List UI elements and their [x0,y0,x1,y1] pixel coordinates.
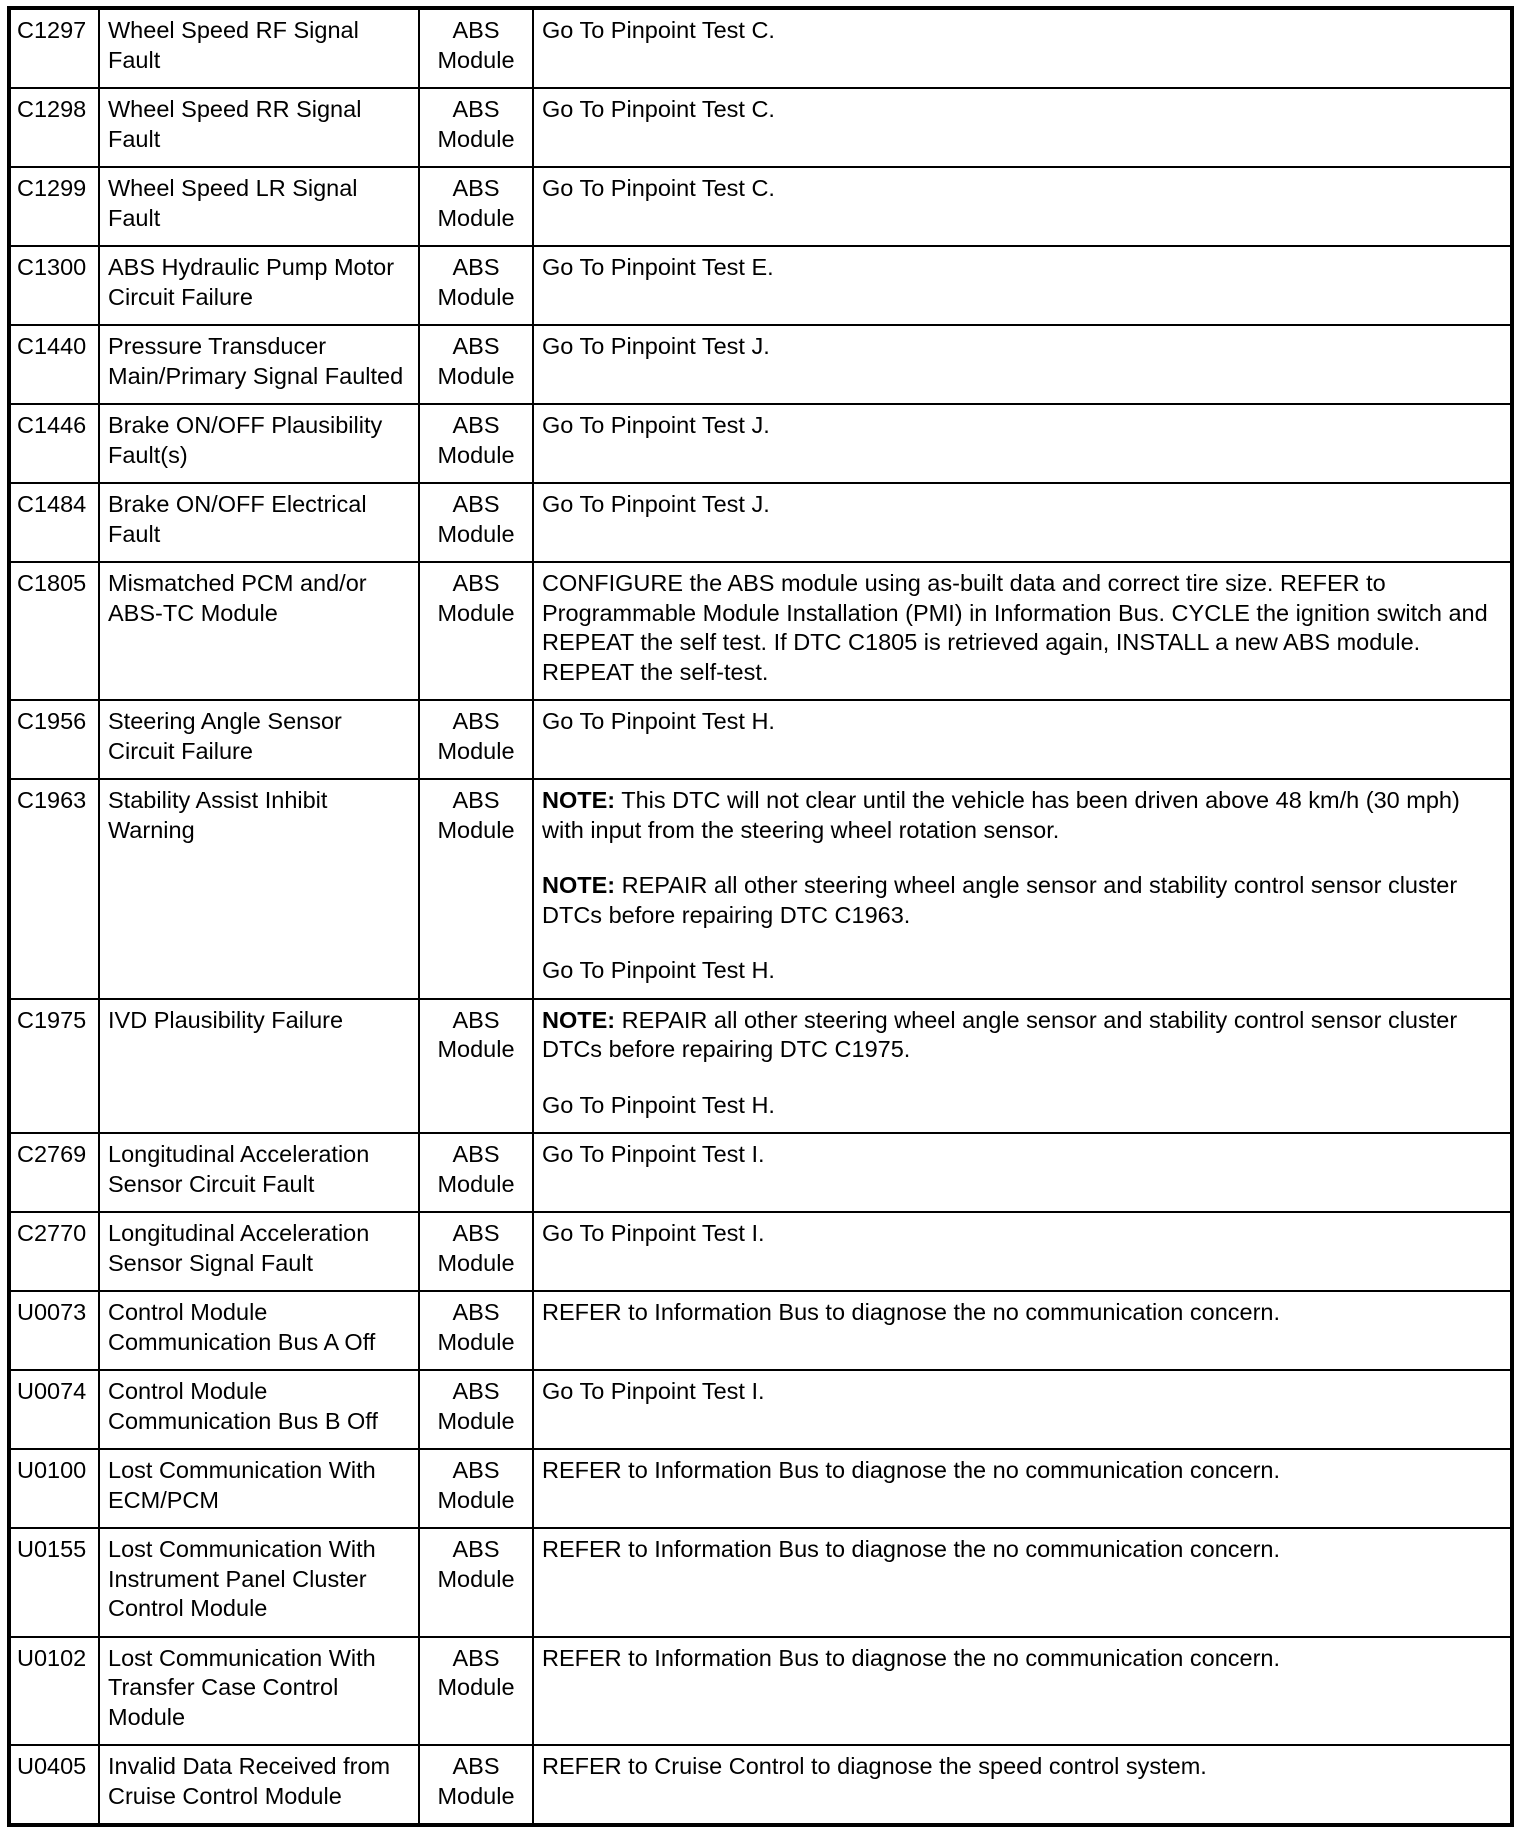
action-paragraph [542,1377,1502,1407]
action-cell [533,8,1512,88]
dtc-code-cell: C1805 [9,562,99,700]
dtc-code-cell: U0155 [9,1528,99,1637]
table-row [9,700,1512,779]
module-cell: ABS Module [419,1370,533,1449]
description-cell: Lost Communication With ECM/PCM [99,1449,419,1528]
action-paragraph [542,490,1502,520]
dtc-table-body [9,8,1512,1825]
module-cell: ABS Module [419,88,533,167]
description-cell: Steering Angle Sensor Circuit Failure [99,700,419,779]
description-cell: Control Module Communication Bus A Off [99,1291,419,1370]
description-cell: Mismatched PCM and/or ABS-TC Module [99,562,419,700]
action-cell [533,1212,1512,1291]
dtc-code-cell: C1484 [9,483,99,562]
dtc-code-cell: U0100 [9,1449,99,1528]
action-text: Go To Pinpoint Test I. [542,1378,765,1404]
action-paragraph [542,174,1502,204]
action-text: REFER to Cruise Control to diagnose the speed control system. [542,1753,1207,1779]
action-text: REPAIR all other steering wheel angle sensor and stability control sensor cluster DTCs before repairing DTC C1975. [542,1006,1458,1062]
action-cell [533,562,1512,700]
action-paragraph [542,569,1502,687]
module-cell: ABS Module [419,1291,533,1370]
action-cell [533,404,1512,483]
action-text: Go To Pinpoint Test E. [542,254,774,280]
table-row [9,1133,1512,1212]
table-row [9,483,1512,562]
action-cell [533,88,1512,167]
dtc-code-cell: C1963 [9,779,99,999]
action-paragraph [542,411,1502,441]
description-cell: Wheel Speed RR Signal Fault [99,88,419,167]
action-paragraph [542,1140,1502,1170]
action-cell [533,1449,1512,1528]
table-row [9,167,1512,246]
module-cell: ABS Module [419,1133,533,1212]
description-cell: Lost Communication With Transfer Case Control Module [99,1637,419,1746]
table-row [9,999,1512,1134]
description-cell: Pressure Transducer Main/Primary Signal Faulted [99,325,419,404]
action-paragraph [542,707,1502,737]
module-cell: ABS Module [419,1212,533,1291]
action-cell [533,1370,1512,1449]
action-paragraph [542,1298,1502,1328]
table-row [9,246,1512,325]
module-cell: ABS Module [419,325,533,404]
table-row [9,1449,1512,1528]
action-paragraph [542,16,1502,46]
dtc-code-cell: C2770 [9,1212,99,1291]
table-row [9,1291,1512,1370]
action-cell [533,483,1512,562]
action-paragraph [542,871,1502,930]
module-cell: ABS Module [419,167,533,246]
action-paragraph [542,956,1502,986]
action-text: CONFIGURE the ABS module using as-built data and correct tire size. REFER to Programmable Module Installation (PMI) in Information Bus. CYCLE the ignition switch and REPEAT the self test. If DTC C1805 is retrieved again, INSTALL a new ABS module. REPEAT the self-test. [542,570,1488,685]
action-paragraph [542,95,1502,125]
description-cell: Longitudinal Acceleration Sensor Circuit Fault [99,1133,419,1212]
action-cell [533,779,1512,999]
table-row [9,779,1512,999]
action-text: Go To Pinpoint Test J. [542,491,770,517]
action-cell [533,167,1512,246]
action-text: REFER to Information Bus to diagnose the no communication concern. [542,1536,1281,1562]
description-cell: Control Module Communication Bus B Off [99,1370,419,1449]
action-cell [533,1291,1512,1370]
module-cell: ABS Module [419,246,533,325]
module-cell: ABS Module [419,562,533,700]
table-row [9,1370,1512,1449]
dtc-code-cell: U0102 [9,1637,99,1746]
dtc-code-cell: U0405 [9,1745,99,1825]
dtc-table [7,6,1514,1827]
action-text: REFER to Information Bus to diagnose the no communication concern. [542,1457,1281,1483]
action-paragraph [542,1752,1502,1782]
action-text: Go To Pinpoint Test I. [542,1220,765,1246]
action-text: Go To Pinpoint Test J. [542,333,770,359]
action-paragraph [542,1535,1502,1565]
description-cell: IVD Plausibility Failure [99,999,419,1134]
description-cell: Stability Assist Inhibit Warning [99,779,419,999]
module-cell: ABS Module [419,700,533,779]
action-text: Go To Pinpoint Test H. [542,708,775,734]
table-row [9,1528,1512,1637]
description-cell: Wheel Speed RF Signal Fault [99,8,419,88]
action-cell [533,999,1512,1134]
action-text: Go To Pinpoint Test J. [542,412,770,438]
action-text: Go To Pinpoint Test C. [542,17,775,43]
action-paragraph [542,786,1502,845]
description-cell: Longitudinal Acceleration Sensor Signal Fault [99,1212,419,1291]
description-cell: Brake ON/OFF Plausibility Fault(s) [99,404,419,483]
action-text: REFER to Information Bus to diagnose the no communication concern. [542,1644,1281,1671]
note-label: NOTE: [542,872,616,898]
action-text: Go To Pinpoint Test H. [542,957,775,983]
action-paragraph [542,1644,1502,1674]
dtc-code-cell: C1956 [9,700,99,779]
module-cell: ABS Module [419,999,533,1134]
dtc-code-cell: C1440 [9,325,99,404]
action-cell [533,325,1512,404]
table-row [9,404,1512,483]
action-cell [533,1133,1512,1212]
table-row [9,1637,1512,1746]
action-text: Go To Pinpoint Test C. [542,175,775,201]
dtc-code-cell: U0074 [9,1370,99,1449]
action-text: Go To Pinpoint Test C. [542,96,775,122]
action-cell [533,1637,1512,1746]
table-row [9,1212,1512,1291]
table-row [9,8,1512,88]
action-paragraph [542,1006,1502,1065]
dtc-code-cell: C1299 [9,167,99,246]
action-paragraph [542,1091,1502,1121]
dtc-code-cell: C1975 [9,999,99,1134]
description-cell: Invalid Data Received from Cruise Control Module [99,1745,419,1825]
module-cell: ABS Module [419,1449,533,1528]
table-row [9,562,1512,700]
note-label: NOTE: [542,1006,616,1033]
module-cell: ABS Module [419,1745,533,1825]
table-row [9,325,1512,404]
action-cell [533,1745,1512,1825]
description-cell: Lost Communication With Instrument Panel Cluster Control Module [99,1528,419,1637]
action-text: Go To Pinpoint Test H. [542,1091,775,1118]
dtc-code-cell: C1446 [9,404,99,483]
action-text: This DTC will not clear until the vehicle has been driven above 48 km/h (30 mph) with input from the steering wheel rotation sensor. [542,787,1460,843]
description-cell: ABS Hydraulic Pump Motor Circuit Failure [99,246,419,325]
dtc-code-cell: C1298 [9,88,99,167]
table-row [9,88,1512,167]
module-cell: ABS Module [419,8,533,88]
action-paragraph [542,332,1502,362]
action-paragraph [542,253,1502,283]
module-cell: ABS Module [419,779,533,999]
action-paragraph [542,1219,1502,1249]
action-text: REPAIR all other steering wheel angle sensor and stability control sensor cluster DTCs before repairing DTC C1963. [542,872,1458,928]
module-cell: ABS Module [419,404,533,483]
dtc-code-cell: C2769 [9,1133,99,1212]
action-cell [533,700,1512,779]
note-label: NOTE: [542,787,616,813]
module-cell: ABS Module [419,1528,533,1637]
action-text: Go To Pinpoint Test I. [542,1141,765,1167]
table-row [9,1745,1512,1825]
dtc-code-cell: C1300 [9,246,99,325]
dtc-code-cell: C1297 [9,8,99,88]
action-cell [533,246,1512,325]
action-text: REFER to Information Bus to diagnose the no communication concern. [542,1299,1281,1325]
module-cell: ABS Module [419,483,533,562]
action-cell [533,1528,1512,1637]
dtc-code-cell: U0073 [9,1291,99,1370]
description-cell: Wheel Speed LR Signal Fault [99,167,419,246]
action-paragraph [542,1456,1502,1486]
module-cell: ABS Module [419,1637,533,1746]
description-cell: Brake ON/OFF Electrical Fault [99,483,419,562]
